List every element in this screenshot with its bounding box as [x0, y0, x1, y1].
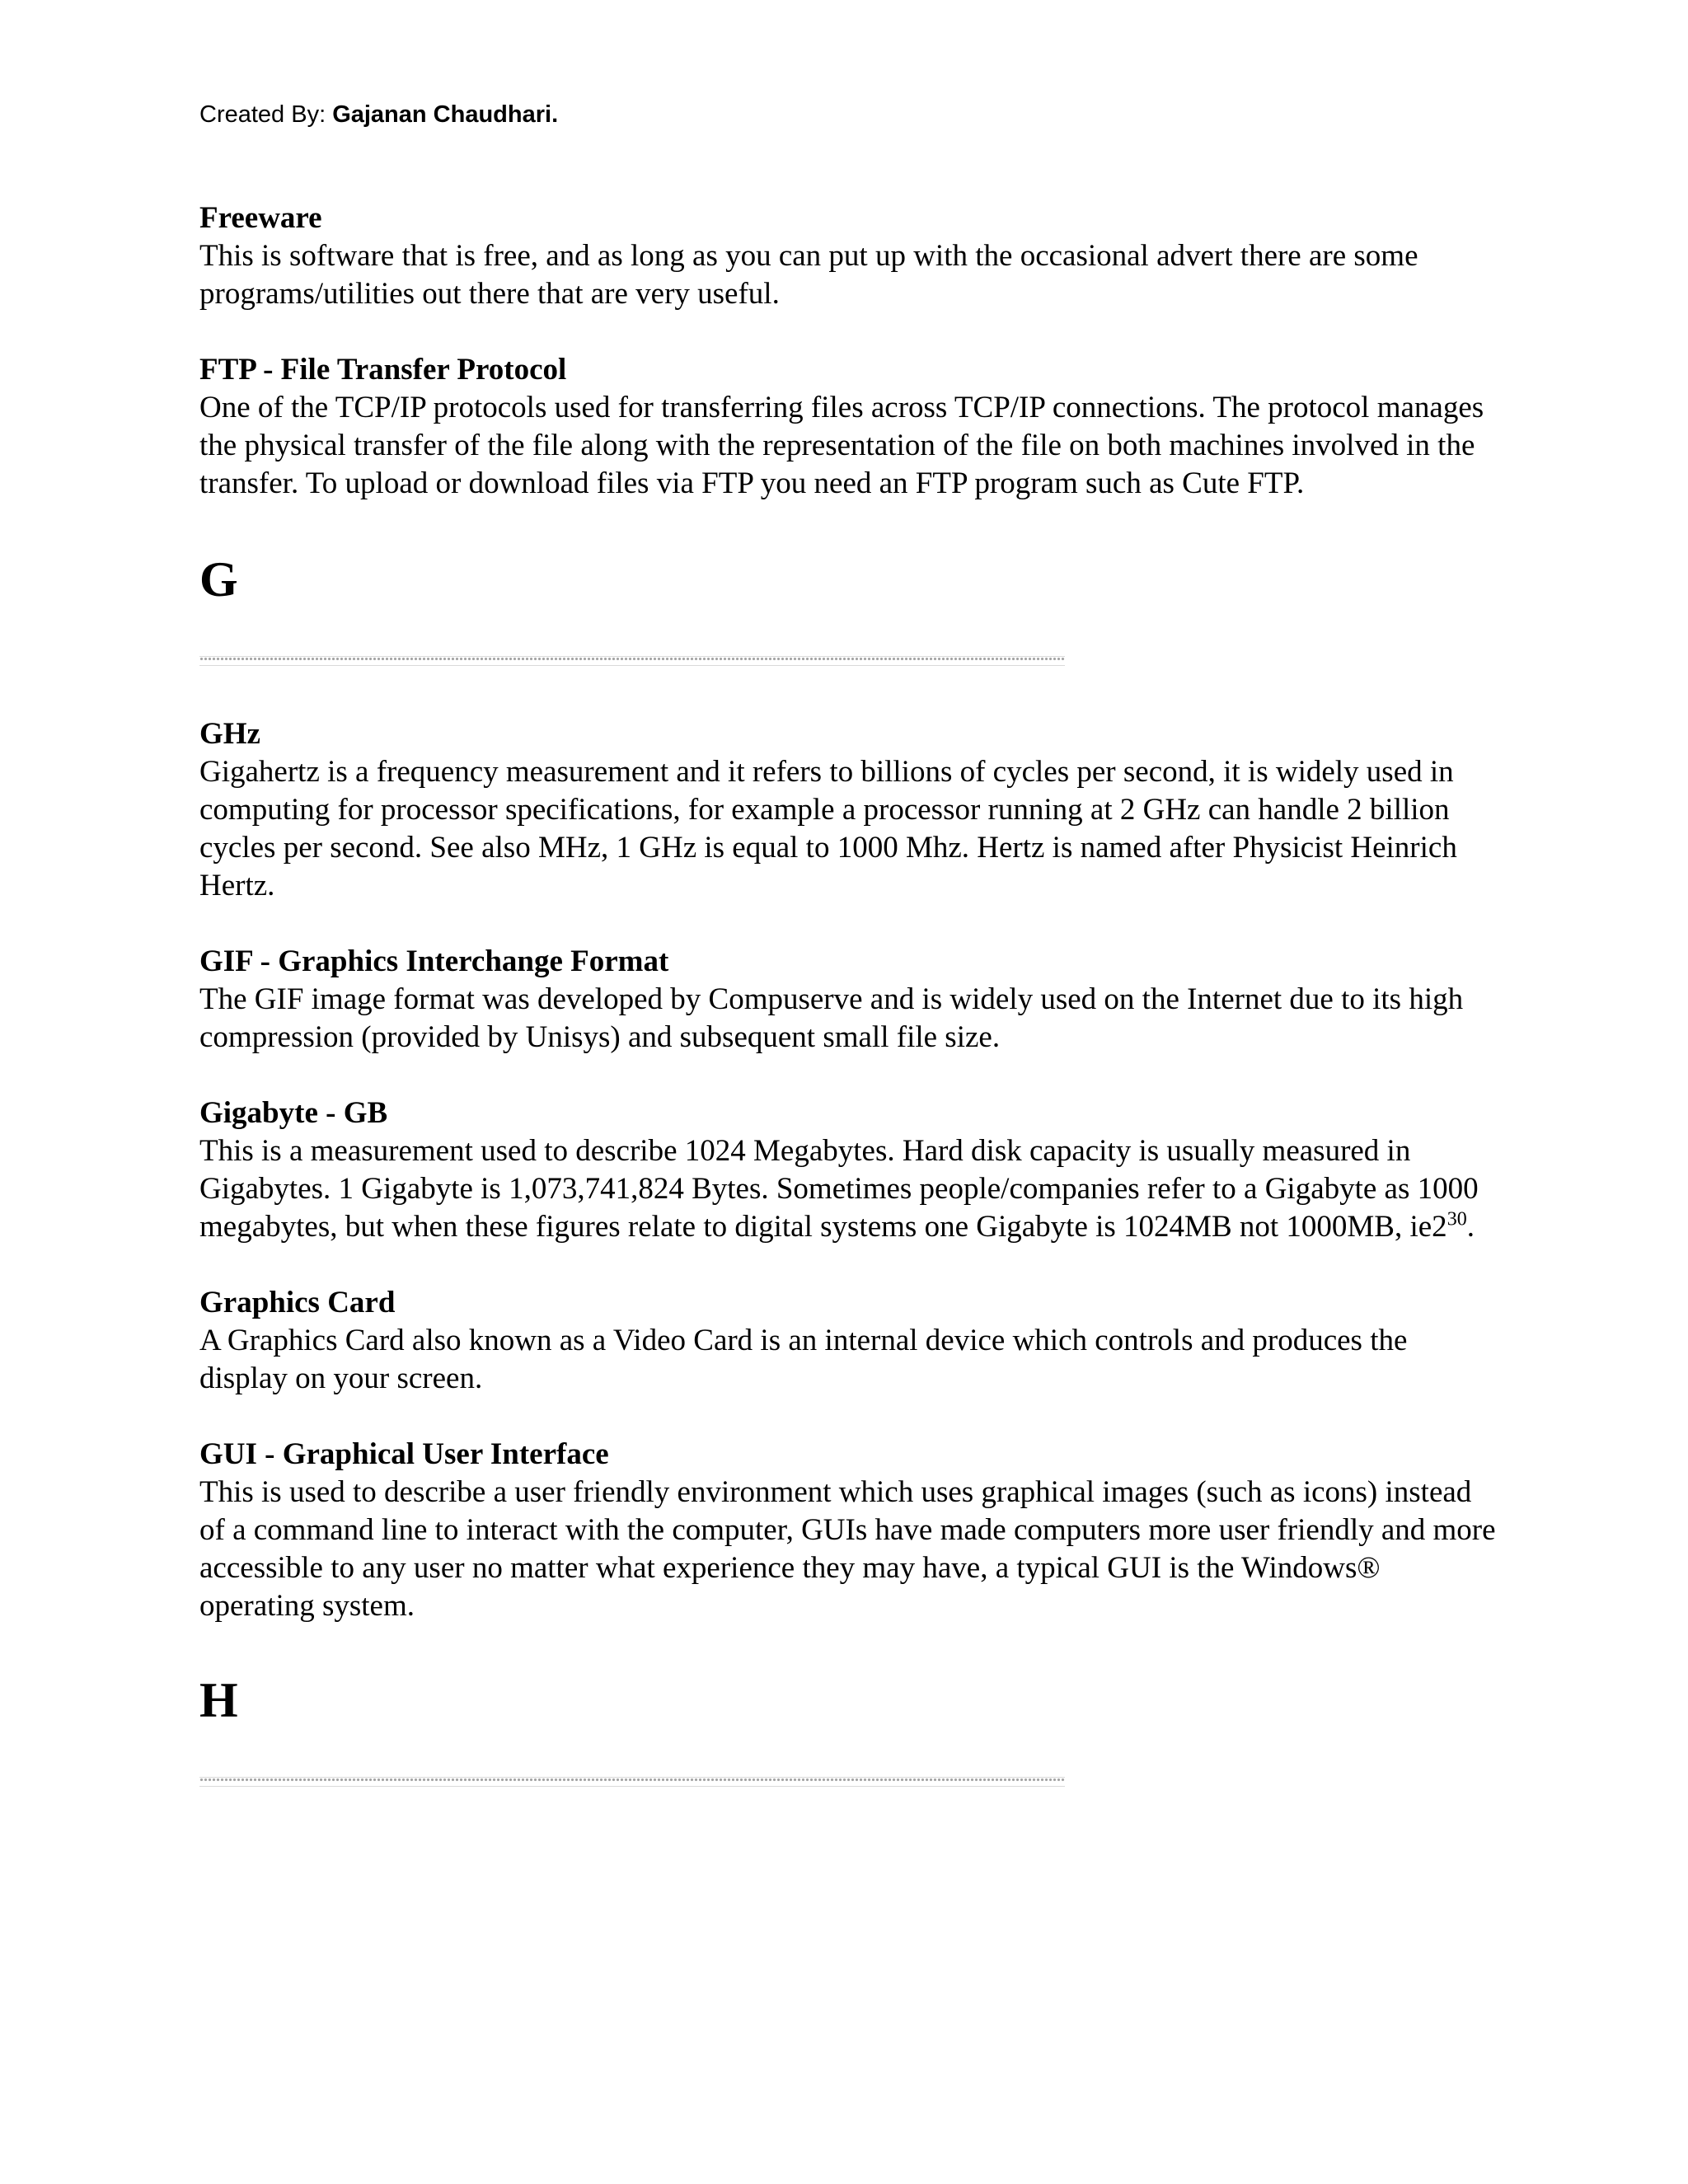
glossary-entry-freeware [199, 199, 1502, 313]
glossary-entry-ghz [199, 715, 1502, 905]
section-separator [199, 656, 1065, 666]
section-letter-h: H [199, 1673, 238, 1727]
page-header [199, 101, 558, 129]
entry-definition: The GIF image format was developed by Compuserve and is widely used on the Internet due to its high compression (provided by Unisys) and subsequent small file size. [199, 982, 1464, 1054]
entry-term: Graphics Card [199, 1286, 396, 1319]
glossary-entry-gui [199, 1436, 1502, 1625]
entry-term: GIF - Graphics Interchange Format [199, 944, 669, 978]
entry-superscript: 30 [1447, 1208, 1467, 1230]
entry-definition: Gigahertz is a frequency measurement and it refers to billions of cycles per second, it is widely used in computing for processor specifications, for example a processor running at 2 GHz can handle 2 billion cycles per second. See also MHz, 1 GHz is equal to 1000 Mhz. Hertz is named after Physicist Heinrich Hertz. [199, 755, 1457, 902]
glossary-entry-graphics-card [199, 1284, 1502, 1398]
glossary-entry-gif [199, 943, 1502, 1057]
section-letter-g: G [199, 552, 238, 607]
entry-definition: This is used to describe a user friendly environment which uses graphical images (such as icons) instead of a command line to interact with the computer, GUIs have made computers more user friendly and more accessible to any user no matter what experience they may have, a typical GUI is the Windows® operating system. [199, 1475, 1496, 1623]
entry-definition: A Graphics Card also known as a Video Card is an internal device which controls and produces the display on your screen. [199, 1324, 1408, 1395]
entry-definition: This is software that is free, and as long as you can put up with the occasional advert there are some programs/utilities out there that are very useful. [199, 239, 1418, 311]
entry-term: Gigabyte - GB [199, 1096, 388, 1130]
section-separator [199, 1777, 1065, 1787]
entry-term: GHz [199, 717, 260, 751]
glossary-entry-ftp [199, 351, 1502, 503]
glossary-entry-gigabyte [199, 1094, 1502, 1246]
entry-definition [199, 1132, 1502, 1246]
entry-term: FTP - File Transfer Protocol [199, 353, 567, 387]
header-prefix: Created By: [199, 101, 333, 128]
header-author: Gajanan Chaudhari. [332, 101, 559, 128]
glossary-content [199, 199, 1502, 1836]
entry-term: Freeware [199, 201, 322, 235]
entry-definition: One of the TCP/IP protocols used for transferring files across TCP/IP connections. The protocol manages the physical transfer of the file along with the representation of the file on both machines involved in the transfer. To upload or download files via FTP you need an FTP program such as Cute FTP. [199, 391, 1484, 500]
entry-term: GUI - Graphical User Interface [199, 1437, 609, 1471]
entry-definition-text: This is a measurement used to describe 1024 Megabytes. Hard disk capacity is usually measured in Gigabytes. 1 Gigabyte is 1,073,741,824 Bytes. Sometimes people/companies refer to a Gigabyte as 1000 megabytes, but when these figures relate to digital systems one Gigabyte is 1024MB not 1000MB, ie2 [199, 1134, 1479, 1244]
entry-definition-end: . [1466, 1210, 1475, 1244]
